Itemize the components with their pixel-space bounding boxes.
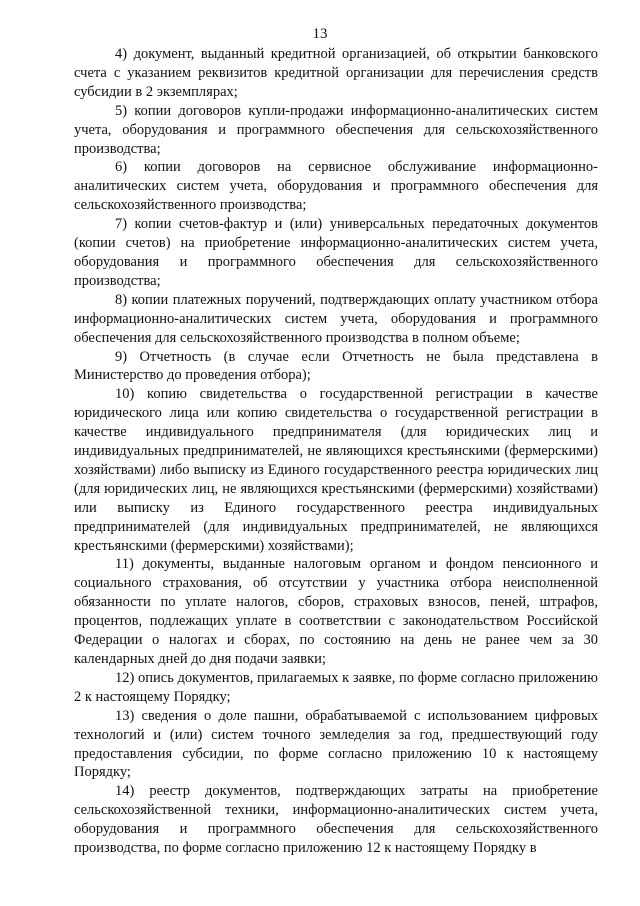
list-item-10: 10) копию свидетельства о государственной регистрации в качестве юридического лица или копию свидетельства о государственной регистрации в качестве индивидуального предпринимателя (для юридических лиц и индивидуальных предпринимателей, не являющихся крестьянскими (фермерскими) хозяйствами) либо выписку из Единого государственного реестра юридических лиц (для юридических лиц, не являющихся крестьянскими (фермерскими) хозяйствами) или выписку из Единого государственного реестра индивидуальных предпринимателей (для индивидуальных предпринимателей, не являющихся крестьянскими (фермерскими) хозяйствами); bbox=[74, 386, 598, 554]
list-item-13: 13) сведения о доле пашни, обрабатываемой с использованием цифровых технологий и (или) систем точного земледелия за год, предшествующий году предоставления субсидии, по форме согласно приложению 10 к настоящему Порядку; bbox=[74, 707, 598, 781]
list-item-4: 4) документ, выданный кредитной организацией, об открытии банковского счета с указанием реквизитов кредитной организации для перечисления средств субсидии в 2 экземплярах; bbox=[74, 46, 598, 100]
document-body bbox=[74, 45, 598, 858]
list-item-14: 14) реестр документов, подтверждающих затраты на приобретение сельскохозяйственной техники, информационно-аналитических систем учета, оборудования и программного обеспечения для сельскохозяйственного производства, по форме согласно приложению 12 к настоящему Порядку в bbox=[74, 783, 598, 857]
list-item-5: 5) копии договоров купли-продажи информационно-аналитических систем учета, оборудования и программного обеспечения для сельскохозяйственного производства; bbox=[74, 102, 598, 157]
list-item-8: 8) копии платежных поручений, подтверждающих оплату участником отбора информационно-аналитических систем учета, оборудования и программного обеспечения для сельскохозяйственного производства в полном объеме; bbox=[74, 291, 598, 346]
list-item-12: 12) опись документов, прилагаемых к заявке, по форме согласно приложению 2 к настоящему Порядку; bbox=[74, 669, 598, 705]
list-item-11: 11) документы, выданные налоговым органом и фондом пенсионного и социального страхования, об отсутствии у участника отбора неисполненной обязанности по уплате налогов, сборов, страховых взносов, пеней, штрафов, процентов, подлежащих уплате в соответствии с законодательством Российской Федерации о налогах и сборах, по состоянию на день не ранее чем за 30 календарных дней до дня подачи заявки; bbox=[74, 556, 598, 667]
list-item-6: 6) копии договоров на сервисное обслуживание информационно-аналитических систем учета, оборудования и программного обеспечения для сельскохозяйственного производства; bbox=[74, 159, 598, 214]
page-number: 13 bbox=[312, 26, 328, 42]
list-item-7: 7) копии счетов-фактур и (или) универсальных передаточных документов (копии счетов) на приобретение информационно-аналитических систем учета, оборудования и программного обеспечения для сельскохозяйственного производства; bbox=[74, 216, 598, 289]
list-item-9: 9) Отчетность (в случае если Отчетность не была представлена в Министерство до проведения отбора); bbox=[74, 348, 598, 384]
